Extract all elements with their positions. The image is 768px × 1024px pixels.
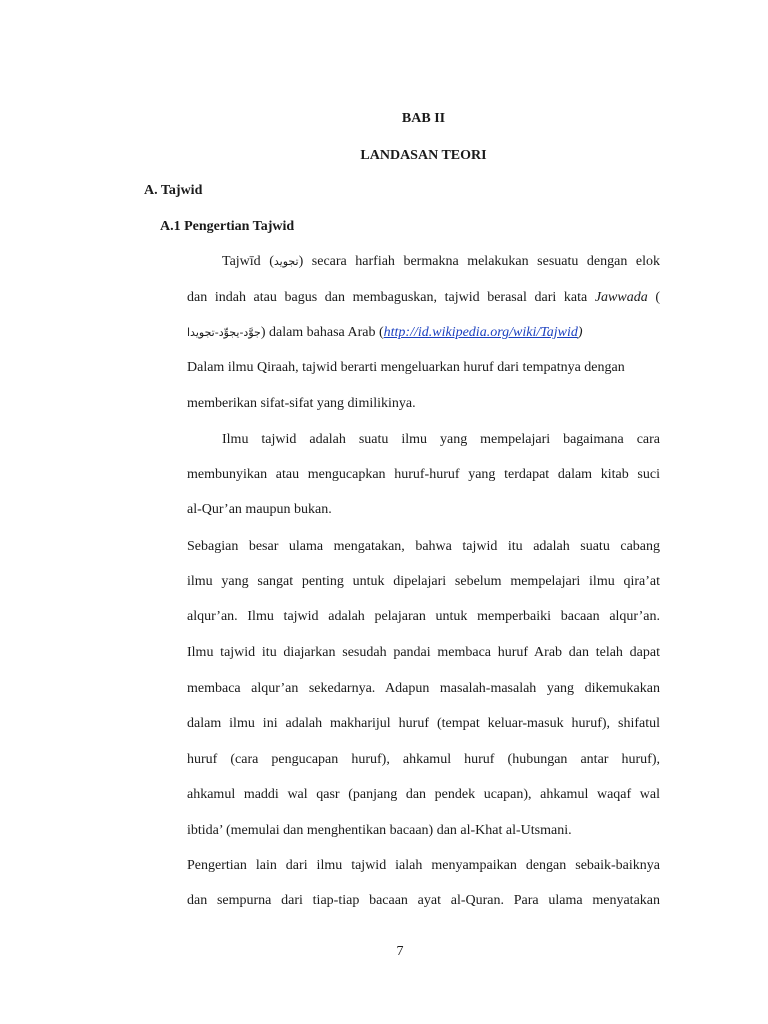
p4-line-2: dan sempurna dari tiap-tiap bacaan ayat al-Quran. Para ulama menyatakan xyxy=(187,893,660,908)
arabic-conjugation: جوَّد-يجوِّد-تجويدا xyxy=(187,326,261,339)
p3-line-8: ahkamul maddi wal qasr (panjang dan pendek ucapan), ahkamul waqaf wal xyxy=(187,787,660,802)
p2-line-1: Ilmu tajwid adalah suatu ilmu yang mempelajari bagaimana cara xyxy=(222,432,660,447)
p3-line-4: Ilmu tajwid itu diajarkan sesudah pandai membaca huruf Arab dan telah dapat xyxy=(187,645,660,660)
p4-line-1: Pengertian lain dari ilmu tajwid ialah menyampaikan dengan sebaik-baiknya xyxy=(187,858,660,873)
p1-line-5: memberikan sifat-sifat yang dimilikinya. xyxy=(187,396,416,411)
p2-line-3: al-Qur’an maupun bukan. xyxy=(187,502,332,517)
italic-term-jawwada: Jawwada xyxy=(594,290,648,305)
p3-line-6: dalam ilmu ini adalah makharijul huruf (tempat keluar-masuk huruf), shifatul xyxy=(187,716,660,731)
p1-line-3: جوَّد-يجوِّد-تجويدا) dalam bahasa Arab (http://id.wikipedia.org/wiki/Tajwid) xyxy=(187,325,583,340)
p1-line-4: Dalam ilmu Qiraah, tajwid berarti mengeluarkan huruf dari tempatnya dengan xyxy=(187,360,625,375)
chapter-label: BAB II xyxy=(401,111,446,126)
section-heading-tajwid: A. Tajwid xyxy=(144,183,203,198)
p3-line-7: huruf (cara pengucapan huruf), ahkamul huruf (hubungan antar huruf), xyxy=(187,752,660,767)
p3-line-3: alqur’an. Ilmu tajwid adalah pelajaran untuk memperbaiki bacaan alqur’an. xyxy=(187,609,660,624)
p3-line-1: Sebagian besar ulama mengatakan, bahwa tajwid itu adalah suatu cabang xyxy=(187,539,660,554)
p3-line-5: membaca alqur’an sekedarnya. Adapun masalah-masalah yang dikemukakan xyxy=(187,681,660,696)
p1-line-2: dan indah atau bagus dan membaguskan, tajwid berasal dari kata Jawwada ( xyxy=(187,290,660,305)
page-number: 7 xyxy=(396,944,404,959)
p2-line-2: membunyikan atau mengucapkan huruf-huruf yang terdapat dalam kitab suci xyxy=(187,467,660,482)
subsection-heading-pengertian: A.1 Pengertian Tajwid xyxy=(160,219,295,234)
p1-line-1: Tajwīd (تجويد) secara harfiah bermakna melakukan sesuatu dengan elok xyxy=(222,254,660,269)
wikipedia-link[interactable]: http://id.wikipedia.org/wiki/Tajwid xyxy=(383,325,578,340)
arabic-term-tajwid: تجويد xyxy=(273,255,299,268)
chapter-title: LANDASAN TEORI xyxy=(360,148,487,163)
p3-line-9: ibtida’ (memulai dan menghentikan bacaan) dan al-Khat al-Utsmani. xyxy=(187,823,572,838)
p3-line-2: ilmu yang sangat penting untuk dipelajari sebelum mempelajari ilmu qira’at xyxy=(187,574,660,589)
